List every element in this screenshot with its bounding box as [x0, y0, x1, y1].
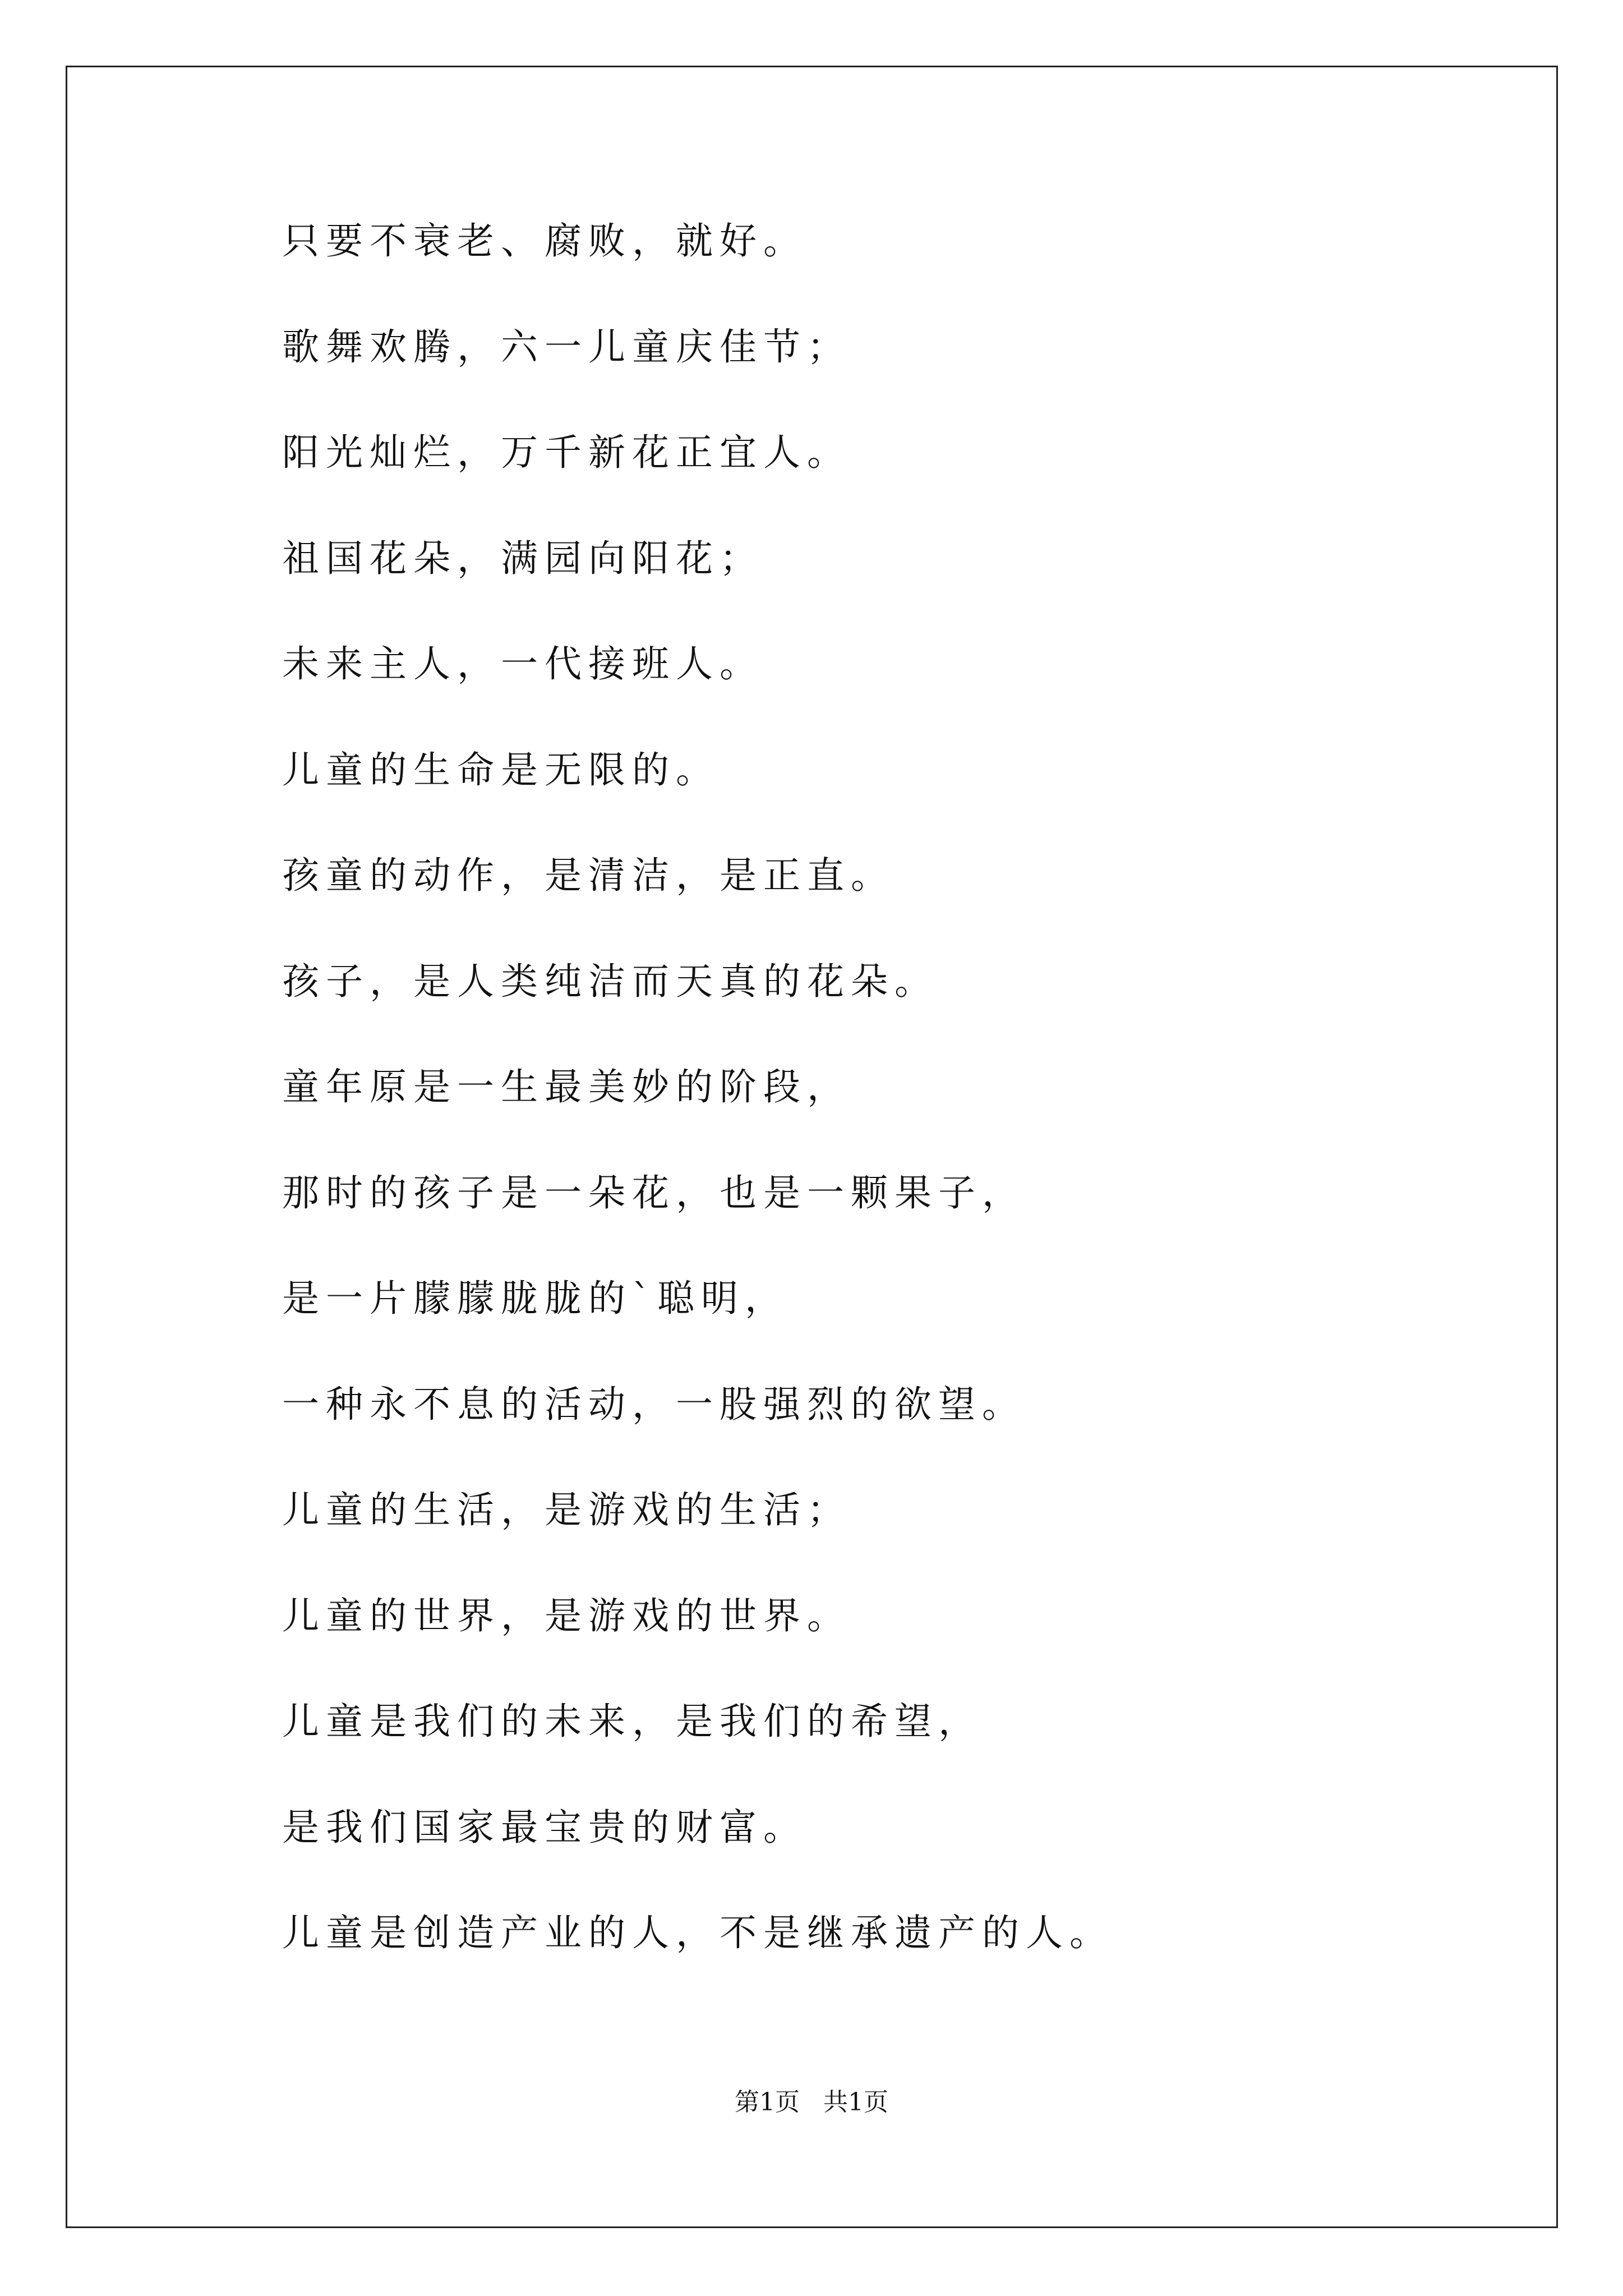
text-line: 只要不衰老、腐败，就好。: [282, 219, 807, 263]
text-line: 未来主人，一代接班人。: [282, 642, 763, 685]
text-line: 歌舞欢腾，六一儿童庆佳节；: [282, 325, 851, 369]
text-line: 孩子，是人类纯洁而天真的花朵。: [282, 959, 938, 1003]
text-line: 那时的孩子是一朵花，也是一颗果子，: [282, 1171, 1026, 1214]
text-line: 孩童的动作，是清洁，是正直。: [282, 854, 895, 897]
page-number-footer: 第1页 共1页: [735, 2088, 888, 2116]
text-line: 是一片朦朦胧胧的`聪明，: [282, 1277, 789, 1320]
document-body: [282, 213, 1516, 2011]
text-line: 一种永不息的活动，一股强烈的欲望。: [282, 1382, 1026, 1426]
text-line: 儿童是创造产业的人，不是继承遗产的人。: [282, 1911, 1113, 1954]
text-line: 儿童的生活，是游戏的生活；: [282, 1488, 851, 1531]
text-line: 是我们国家最宝贵的财富。: [282, 1805, 807, 1849]
text-line: 儿童的世界，是游戏的世界。: [282, 1594, 851, 1637]
text-line: 祖国花朵，满园向阳花；: [282, 536, 763, 580]
text-line: 儿童的生命是无限的。: [282, 748, 720, 792]
text-line: 阳光灿烂，万千新花正宜人。: [282, 431, 851, 474]
text-line: 儿童是我们的未来，是我们的希望，: [282, 1700, 982, 1743]
text-line: 童年原是一生最美妙的阶段，: [282, 1065, 851, 1108]
